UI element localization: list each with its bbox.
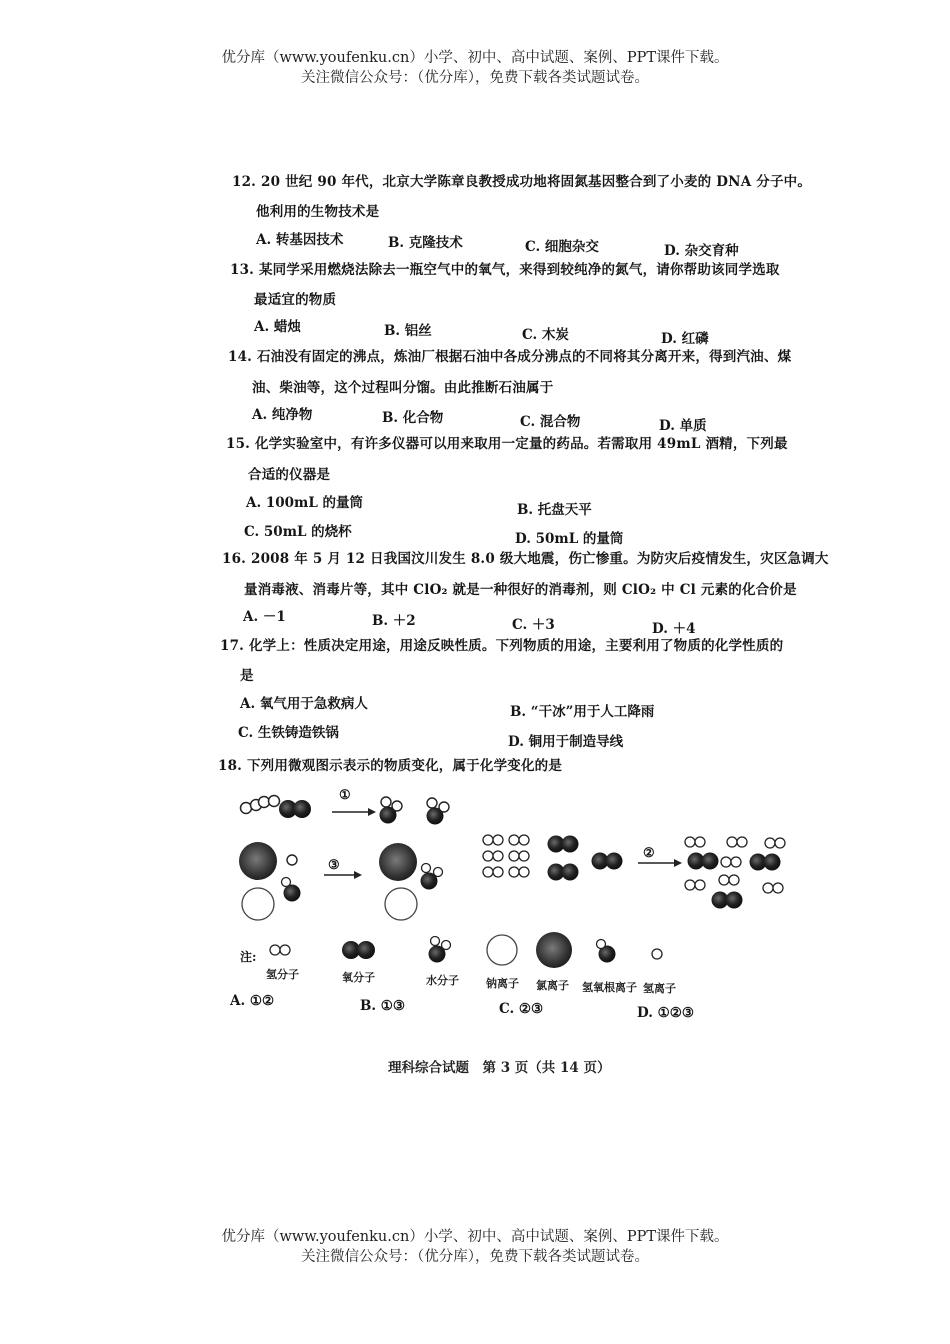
q17-stem-line2: 是 [240, 668, 254, 684]
hydrogen-ion [287, 855, 297, 865]
q13-option-a: A. 蜡烛 [254, 319, 301, 335]
h2-group-left [483, 835, 529, 877]
arrow-3-label: ③ [328, 858, 340, 873]
legend-label-o2: 氧分子 [342, 971, 375, 984]
q15-option-b: B. 托盘天平 [517, 502, 592, 518]
q12-option-d: D. 杂交育种 [664, 243, 739, 259]
legend-label-hydrogen-ion: 氢离子 [643, 982, 676, 995]
q18-stem: 18. 下列用微观图示表示的物质变化，属于化学变化的是 [218, 758, 563, 774]
legend-icons [265, 932, 685, 977]
footer-line-1: 优分库（www.youfenku.cn）小学、初中、高中试题、案例、PPT课件下载。 [221, 1229, 729, 1245]
q17-option-d: D. 铜用于制造导线 [508, 734, 624, 750]
q12-stem-line1: 12. 20 世纪 90 年代，北京大学陈章良教授成功地将固氮基因整合到了小麦的 DNA 分子中。 [232, 174, 812, 190]
q14-option-d: D. 单质 [659, 418, 707, 434]
scan-page-footer: 理科综合试题 第 3 页（共 14 页） [388, 1060, 611, 1076]
diagram-reaction-2 [478, 828, 798, 918]
q13-option-d: D. 红磷 [661, 331, 709, 347]
water-h-atom [434, 868, 443, 877]
legend-label-hydroxide: 氢氧根离子 [582, 981, 637, 994]
q16-option-d: D. ＋4 [652, 621, 696, 637]
water-h-atom [439, 802, 449, 812]
water-h-atom [381, 797, 391, 807]
q13-option-c: C. 木炭 [522, 327, 569, 343]
q18-option-d: D. ①②③ [637, 1005, 694, 1021]
arrow-1-label: ① [339, 788, 351, 803]
q16-option-a: A. －1 [243, 609, 286, 625]
q14-option-c: C. 混合物 [520, 414, 581, 430]
water-h-atom [427, 798, 437, 808]
chloride-ion [239, 842, 277, 880]
q15-option-c: C. 50mL 的烧杯 [244, 524, 352, 540]
legend-note-prefix: 注: [240, 950, 257, 964]
q16-option-b: B. ＋2 [372, 613, 416, 629]
q15-stem-line2: 合适的仪器是 [248, 467, 331, 483]
legend-hydrogen-ion [652, 949, 662, 959]
q16-option-c: C. ＋3 [512, 617, 555, 633]
q16-stem-line1: 16. 2008 年 5 月 12 日我国汶川发生 8.0 级大地震，伤亡惨重。为防灾后疫情发生，灾区急调大 [222, 551, 829, 567]
q16-stem-line2: 量消毒液、消毒片等，其中 ClO₂ 就是一种很好的消毒剂，则 ClO₂ 中 Cl 元素的化合价是 [244, 582, 797, 598]
legend-label-water: 水分子 [426, 974, 459, 987]
q17-option-b: B. “干冰”用于人工降雨 [510, 704, 655, 720]
o-atom [293, 800, 311, 818]
diagram-reaction-3 [230, 838, 460, 923]
q13-option-b: B. 铝丝 [384, 323, 432, 339]
sodium-ion [385, 888, 417, 920]
q12-option-b: B. 克隆技术 [388, 235, 463, 251]
footer-line-2: 关注微信公众号：（优分库），免费下载各类试题试卷。 [301, 1249, 649, 1265]
q15-option-d: D. 50mL 的量筒 [515, 531, 624, 547]
sodium-ion [242, 888, 274, 920]
arrow-1-head [368, 808, 376, 816]
q17-stem-line1: 17. 化学上：性质决定用途，用途反映性质。下列物质的用途，主要利用了物质的化学性质的 [220, 638, 784, 654]
water-h-atom [392, 801, 402, 811]
hydroxide-h [282, 878, 291, 887]
water-h-atom [422, 864, 431, 873]
chloride-ion [379, 843, 417, 881]
arrow-2-head [674, 859, 682, 867]
q12-option-a: A. 转基因技术 [256, 232, 344, 248]
legend-label-h2: 氢分子 [266, 968, 299, 981]
header-line-2: 关注微信公众号：（优分库），免费下载各类试题试卷。 [301, 70, 649, 86]
q14-option-b: B. 化合物 [382, 410, 444, 426]
q18-option-c: C. ②③ [499, 1001, 544, 1017]
q18-option-a: A. ①② [230, 993, 275, 1009]
q14-stem-line2: 油、柴油等，这个过程叫分馏。由此推断石油属于 [252, 380, 554, 396]
legend-chloride-ion [536, 932, 572, 968]
q17-option-c: C. 生铁铸造铁锅 [238, 725, 339, 741]
arrow-2-label: ② [643, 846, 655, 861]
q17-option-a: A. 氧气用于急救病人 [240, 696, 368, 712]
legend-sodium-ion [487, 935, 517, 965]
header-line-1: 优分库（www.youfenku.cn）小学、初中、高中试题、案例、PPT课件下载。 [221, 50, 729, 66]
q15-stem-line1: 15. 化学实验室中，有许多仪器可以用来取用一定量的药品。若需取用 49mL 酒精，下列最 [226, 436, 788, 452]
legend-label-chloride: 氯离子 [536, 979, 569, 992]
q12-stem-line2: 他利用的生物技术是 [256, 204, 380, 220]
h2-atom [269, 796, 280, 807]
q18-option-b: B. ①③ [360, 998, 406, 1014]
legend-label-sodium: 钠离子 [486, 977, 519, 990]
q12-option-c: C. 细胞杂交 [525, 239, 599, 255]
q15-option-a: A. 100mL 的量筒 [246, 495, 364, 511]
arrow-3-head [354, 871, 362, 879]
legend-hydrogen-molecule [270, 945, 280, 955]
q13-stem-line2: 最适宜的物质 [254, 292, 337, 308]
q14-option-a: A. 纯净物 [252, 407, 313, 423]
q13-stem-line1: 13. 某同学采用燃烧法除去一瓶空气中的氧气，来得到较纯净的氮气，请你帮助该同学选取 [230, 262, 780, 278]
q14-stem-line1: 14. 石油没有固定的沸点，炼油厂根据石油中各成分沸点的不同将其分离开来，得到汽油、煤 [228, 349, 792, 365]
